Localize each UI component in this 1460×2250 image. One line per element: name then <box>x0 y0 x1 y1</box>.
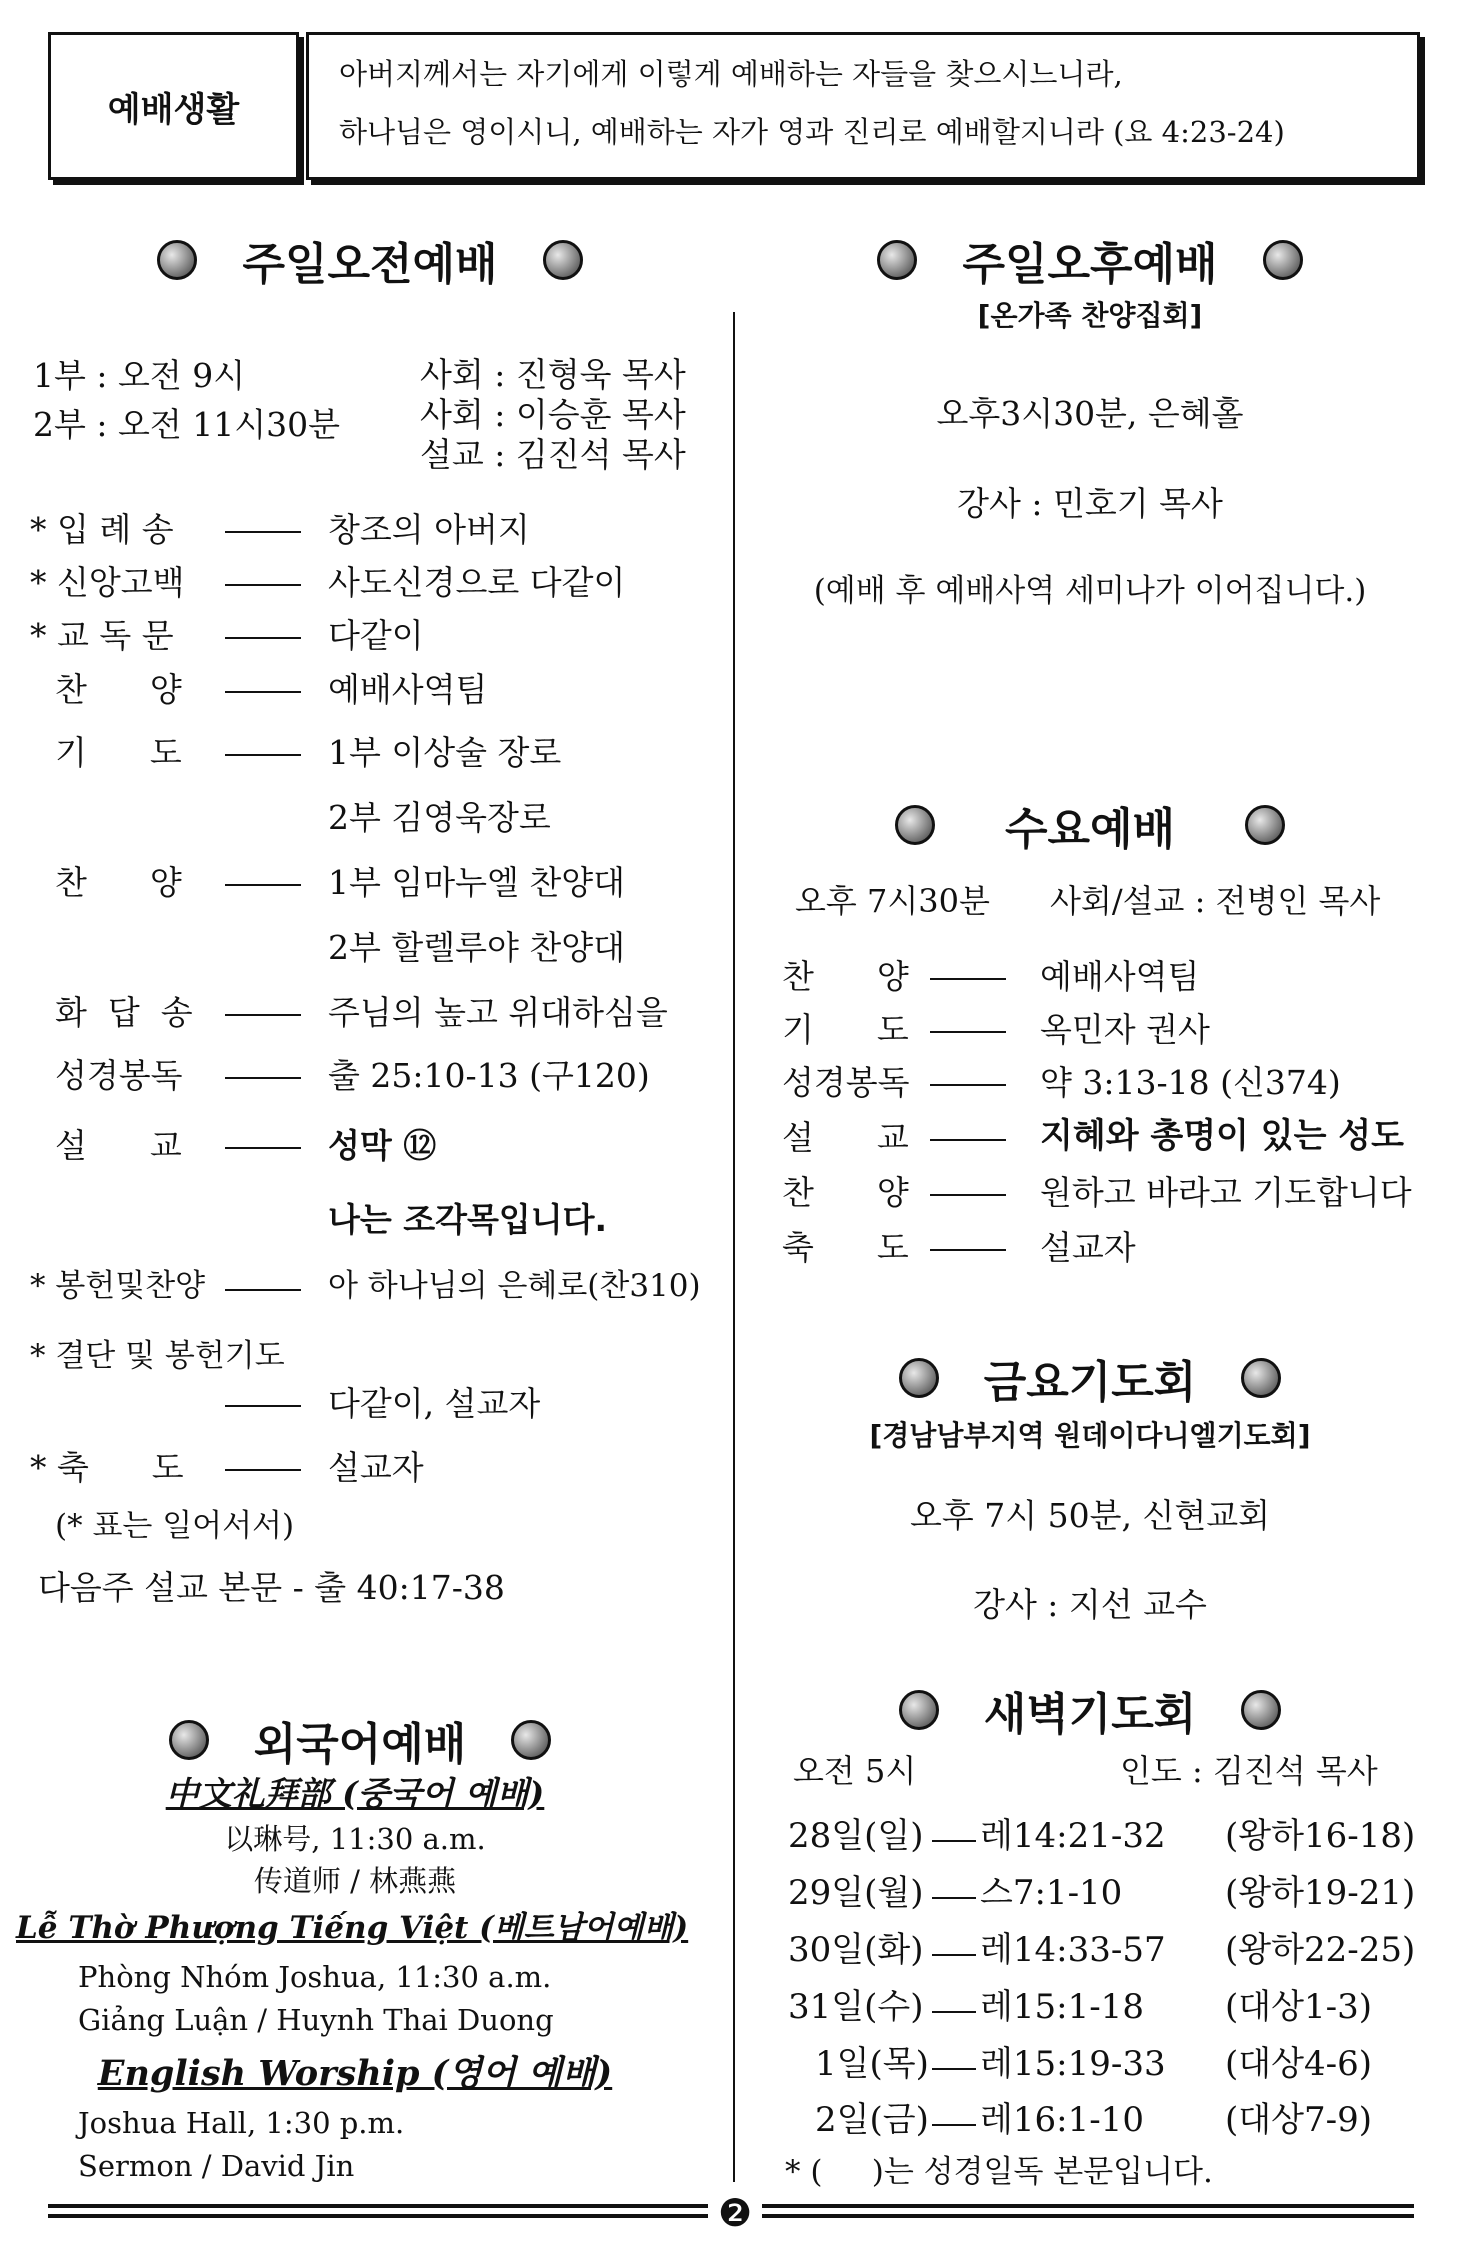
dash <box>932 1840 976 1842</box>
dash <box>225 1405 301 1407</box>
order-label: 찬 양 <box>55 863 182 902</box>
order-value: 다같이 <box>328 616 424 655</box>
order-value: 사도신경으로 다같이 <box>328 563 626 602</box>
order-value: 주님의 높고 위대하심을 <box>328 993 668 1032</box>
wednesday-title: 수요예배 <box>760 795 1420 855</box>
order-value: 예배사역팀 <box>328 670 488 709</box>
bullet-icon <box>899 1358 939 1398</box>
order-value: 설교자 <box>328 1448 424 1487</box>
dash <box>225 584 301 586</box>
dawn-day: 28일(일) <box>788 1816 924 1856</box>
dawn-title: 새벽기도회 <box>760 1680 1420 1740</box>
order-value: 옥민자 권사 <box>1040 1010 1210 1049</box>
dash <box>930 1084 1006 1086</box>
footer-rule-right <box>762 2204 1414 2218</box>
dash <box>225 754 301 756</box>
header-verse-box <box>306 32 1420 180</box>
wednesday-time: 오후 7시30분 <box>795 882 990 920</box>
dash <box>930 978 1006 980</box>
dawn-text: 레16:1-10 <box>980 2100 1144 2140</box>
order-label: 성경봉독 <box>55 1056 183 1095</box>
order-label: 성경봉독 <box>782 1063 910 1102</box>
order-label: * 결단 및 봉헌기도 <box>30 1338 285 1374</box>
bullet-icon <box>1245 805 1285 845</box>
dawn-reading: (왕하16-18) <box>1225 1816 1416 1856</box>
bullet-icon <box>895 805 935 845</box>
order-label: 설 교 <box>55 1126 182 1165</box>
dawn-day: 2일(금) <box>815 2100 929 2140</box>
afternoon-speaker: 강사 : 민호기 목사 <box>957 484 1223 523</box>
chinese-line1: 以琳号, 11:30 a.m. <box>224 1822 486 1856</box>
order-value: 다같이, 설교자 <box>328 1384 541 1423</box>
bullet-icon <box>157 240 197 280</box>
vietnamese-line1: Phòng Nhóm Joshua, 11:30 a.m. <box>78 1960 552 1994</box>
order-value: 2부 할렐루야 찬양대 <box>328 928 625 967</box>
order-label: 찬 양 <box>782 1173 909 1212</box>
dawn-note: * ( )는 성경일독 본문입니다. <box>785 2154 1213 2190</box>
dash <box>932 1954 976 1956</box>
dawn-time: 오전 5시 <box>793 1752 917 1790</box>
header-verse-line2: 하나님은 영이시니, 예배하는 자가 영과 진리로 예배할지니라 (요 4:23-24) <box>339 115 1285 149</box>
morning-time-1: 1부 : 오전 9시 <box>33 356 246 395</box>
dawn-day: 29일(월) <box>788 1873 924 1913</box>
english-line1: Joshua Hall, 1:30 p.m. <box>78 2106 405 2140</box>
morning-leader-1: 사회 : 진형욱 목사 <box>420 355 686 394</box>
dawn-leader: 인도 : 김진석 목사 <box>1120 1752 1378 1790</box>
chinese-line2: 传道师 / 林燕燕 <box>253 1864 457 1898</box>
header-label-box <box>48 32 299 180</box>
sermon-title: 나는 조각목입니다. <box>328 1200 608 1239</box>
dash <box>225 1289 301 1291</box>
order-label: * 축 도 <box>30 1448 184 1487</box>
chinese-title: 中文礼拜部 (중국어 예배) <box>165 1774 545 1813</box>
dash <box>930 1139 1006 1141</box>
dawn-text: 레15:1-18 <box>980 1987 1144 2027</box>
dash <box>225 884 301 886</box>
order-label: 축 도 <box>782 1228 909 1267</box>
order-label: * 교 독 문 <box>30 616 174 655</box>
sermon-series: 성막 ⑫ <box>328 1126 437 1165</box>
column-divider <box>733 312 735 2182</box>
dawn-text: 레14:33-57 <box>980 1930 1166 1970</box>
dash <box>930 1249 1006 1251</box>
wednesday-leader: 사회/설교 : 전병인 목사 <box>1050 882 1381 920</box>
header-label: 예배생활 <box>107 89 240 130</box>
order-label: 화 답 송 <box>55 993 193 1032</box>
dawn-day: 1일(목) <box>815 2044 929 2084</box>
bullet-icon <box>1263 240 1303 280</box>
dawn-reading: (대상7-9) <box>1225 2100 1372 2140</box>
order-value: 창조의 아버지 <box>328 510 530 549</box>
friday-speaker: 강사 : 지선 교수 <box>973 1585 1207 1624</box>
dash <box>225 1147 301 1149</box>
dash <box>930 1031 1006 1033</box>
bullet-icon <box>1241 1358 1281 1398</box>
dash <box>932 2011 976 2013</box>
order-value: 약 3:13-18 (신374) <box>1040 1063 1341 1102</box>
dash <box>932 2124 976 2126</box>
order-value: 출 25:10-13 (구120) <box>328 1056 650 1095</box>
next-week-text: 다음주 설교 본문 - 출 40:17-38 <box>38 1568 505 1607</box>
order-value: 1부 이상술 장로 <box>328 733 562 772</box>
english-line2: Sermon / David Jin <box>78 2149 355 2183</box>
footer-rule-left <box>48 2204 708 2218</box>
order-label: * 입 례 송 <box>30 510 174 549</box>
english-title: English Worship (영어 예배) <box>97 2053 613 2094</box>
dash <box>932 1897 976 1899</box>
order-label: 찬 양 <box>782 957 909 996</box>
vietnamese-line2: Giảng Luận / Huynh Thai Duong <box>78 2003 554 2037</box>
friday-time: 오후 7시 50분, 신현교회 <box>910 1496 1270 1535</box>
bullet-icon <box>543 240 583 280</box>
afternoon-time: 오후3시30분, 은혜홀 <box>936 394 1244 433</box>
order-value: 예배사역팀 <box>1040 957 1200 996</box>
bullet-icon <box>1241 1690 1281 1730</box>
dawn-text: 레14:21-32 <box>980 1816 1166 1856</box>
dawn-reading: (왕하22-25) <box>1225 1930 1416 1970</box>
bullet-icon <box>877 240 917 280</box>
dash <box>225 1469 301 1471</box>
friday-title: 금요기도회 <box>760 1348 1420 1408</box>
header-verse-line1: 아버지께서는 자기에게 이렇게 예배하는 자들을 찾으시느니라, <box>339 57 1123 91</box>
morning-leader-3: 설교 : 김진석 목사 <box>420 435 686 474</box>
dash <box>225 691 301 693</box>
dawn-reading: (대상1-3) <box>1225 1987 1372 2027</box>
dawn-day: 30일(화) <box>788 1930 924 1970</box>
dash <box>225 531 301 533</box>
order-label: * 신앙고백 <box>30 563 185 602</box>
dash <box>225 1077 301 1079</box>
order-value: 2부 김영욱장로 <box>328 798 551 837</box>
wednesday-sermon-title: 지혜와 총명이 있는 성도 <box>1040 1116 1404 1156</box>
order-label: 기 도 <box>782 1010 909 1049</box>
dash <box>932 2068 976 2070</box>
afternoon-subtitle: [온가족 찬양집회] <box>977 299 1203 332</box>
dash <box>225 1014 301 1016</box>
order-label: * 봉헌및찬양 <box>30 1268 206 1304</box>
morning-time-2: 2부 : 오전 11시30분 <box>33 405 340 444</box>
order-label: 기 도 <box>55 733 182 772</box>
afternoon-note: (예배 후 예배사역 세미나가 이어집니다.) <box>813 573 1367 609</box>
order-value: 원하고 바라고 기도합니다 <box>1040 1173 1412 1212</box>
order-value: 1부 임마누엘 찬양대 <box>328 863 625 902</box>
morning-title: 주일오전예배 <box>60 230 680 290</box>
vietnamese-title: Lễ Thờ Phượng Tiếng Việt (베트남어예배) <box>16 1910 689 1946</box>
standing-note: (* 표는 일어서서) <box>55 1508 295 1544</box>
dawn-reading: (왕하19-21) <box>1225 1873 1416 1913</box>
dawn-reading: (대상4-6) <box>1225 2044 1372 2084</box>
dash <box>930 1194 1006 1196</box>
dash <box>225 637 301 639</box>
morning-leader-2: 사회 : 이승훈 목사 <box>420 395 686 434</box>
order-label: 설 교 <box>782 1118 909 1157</box>
bullet-icon <box>899 1690 939 1730</box>
foreign-title: 외국어예배 <box>80 1710 640 1770</box>
bullet-icon <box>511 1720 551 1760</box>
order-label: 찬 양 <box>55 670 182 709</box>
dawn-text: 레15:19-33 <box>980 2044 1166 2084</box>
bullet-icon <box>169 1720 209 1760</box>
order-value: 아 하나님의 은혜로(찬310) <box>328 1268 701 1304</box>
order-value: 설교자 <box>1040 1228 1136 1267</box>
page-number: ❷ <box>717 2191 753 2235</box>
friday-subtitle: [경남남부지역 원데이다니엘기도회] <box>869 1419 1311 1452</box>
dawn-text: 스7:1-10 <box>980 1873 1123 1913</box>
afternoon-title: 주일오후예배 <box>760 230 1420 290</box>
dawn-day: 31일(수) <box>788 1987 924 2027</box>
